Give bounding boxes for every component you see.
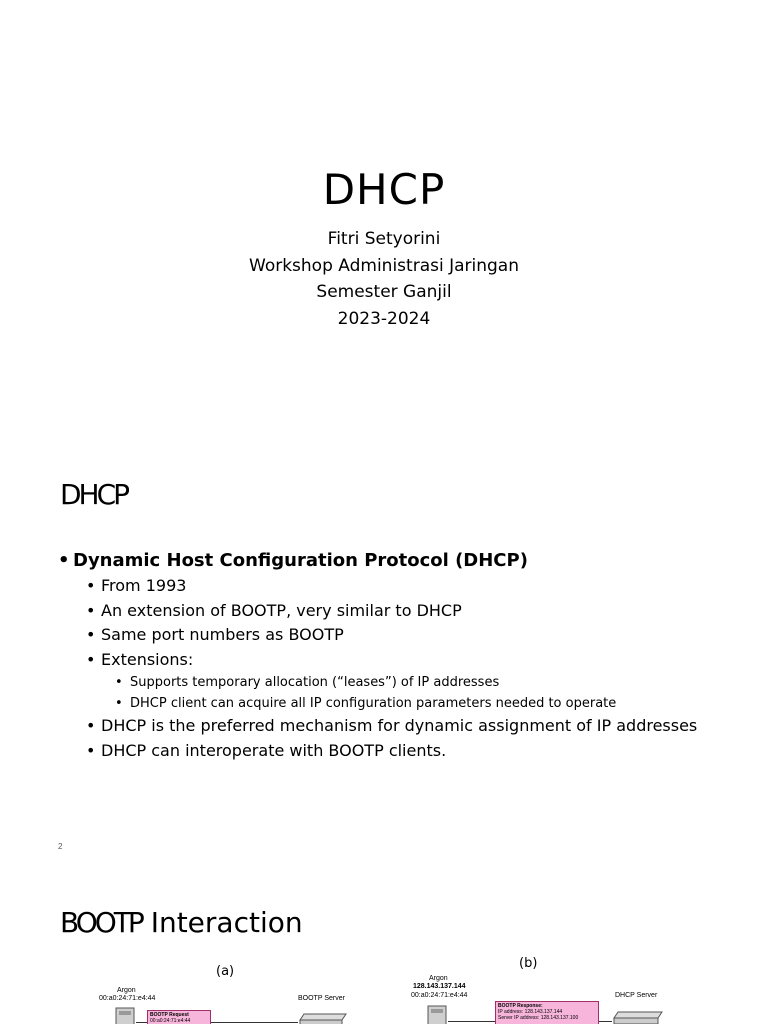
- slide-subtitle: [0, 226, 768, 332]
- bullet-level3: • DHCP client can acquire all IP configuration parameters needed to operate: [115, 696, 617, 711]
- bullet-level2: • An extension of BOOTP, very similar to DHCP: [86, 600, 462, 620]
- slide-heading: BOOTP Interaction: [60, 906, 303, 939]
- bullet-level2: • Same port numbers as BOOTP: [86, 625, 344, 644]
- host-mac: 00:a0:24:71:e4:44: [99, 995, 156, 1002]
- subtitle-line: 2023-2024: [337, 308, 431, 329]
- bullet-list: [58, 548, 758, 763]
- figure-b-label: (b): [519, 956, 538, 971]
- host-mac: 00:a0:24:71:e4:44: [411, 992, 468, 999]
- server-device-icon: [612, 1011, 664, 1024]
- message-line: IP address: 128.143.137.144: [498, 1009, 563, 1015]
- bullet-level2: • DHCP is the preferred mechanism for dynamic assignment of IP addresses: [86, 716, 698, 735]
- server-label: BOOTP Server: [298, 995, 345, 1002]
- bullet-level2: • DHCP can interoperate with BOOTP clients.: [86, 740, 447, 760]
- bullet-level2: • From 1993: [86, 576, 187, 595]
- message-line: Server IP address: 128.143.137.100: [498, 1015, 579, 1021]
- slide-title: DHCP: [322, 165, 446, 214]
- client-computer-icon: [114, 1007, 136, 1024]
- host-name: Argon: [429, 975, 448, 982]
- message-box: [495, 1001, 599, 1024]
- server-label: DHCP Server: [615, 992, 658, 999]
- subtitle-line: Workshop Administrasi Jaringan: [249, 255, 519, 276]
- bullet-level2: • Extensions:: [86, 649, 194, 669]
- server-device-icon: [298, 1013, 348, 1024]
- dhcp-overview-slide: [0, 440, 768, 870]
- client-computer-icon: [426, 1005, 448, 1024]
- slide-heading: DHCP: [60, 478, 128, 511]
- bullet-level1: • Dynamic Host Configuration Protocol (DHCP): [58, 550, 528, 571]
- page-number: 2: [58, 842, 63, 851]
- message-title: BOOTP Request: [150, 1012, 189, 1018]
- message-box: [147, 1010, 211, 1024]
- host-ip: 128.143.137.144: [413, 983, 466, 990]
- subtitle-line: Semester Ganjil: [316, 282, 452, 302]
- subtitle-line: Fitri Setyorini: [327, 229, 441, 249]
- bullet-level3: • Supports temporary allocation (“leases”) of IP addresses: [115, 675, 500, 690]
- message-line: 00:a0:24:71:e4:44: [150, 1018, 191, 1024]
- title-slide: [0, 0, 768, 440]
- figure-a-label: (a): [216, 964, 235, 979]
- message-title: BOOTP Response:: [498, 1003, 543, 1009]
- bootp-interaction-slide: [0, 870, 768, 1024]
- host-name: Argon: [117, 987, 136, 994]
